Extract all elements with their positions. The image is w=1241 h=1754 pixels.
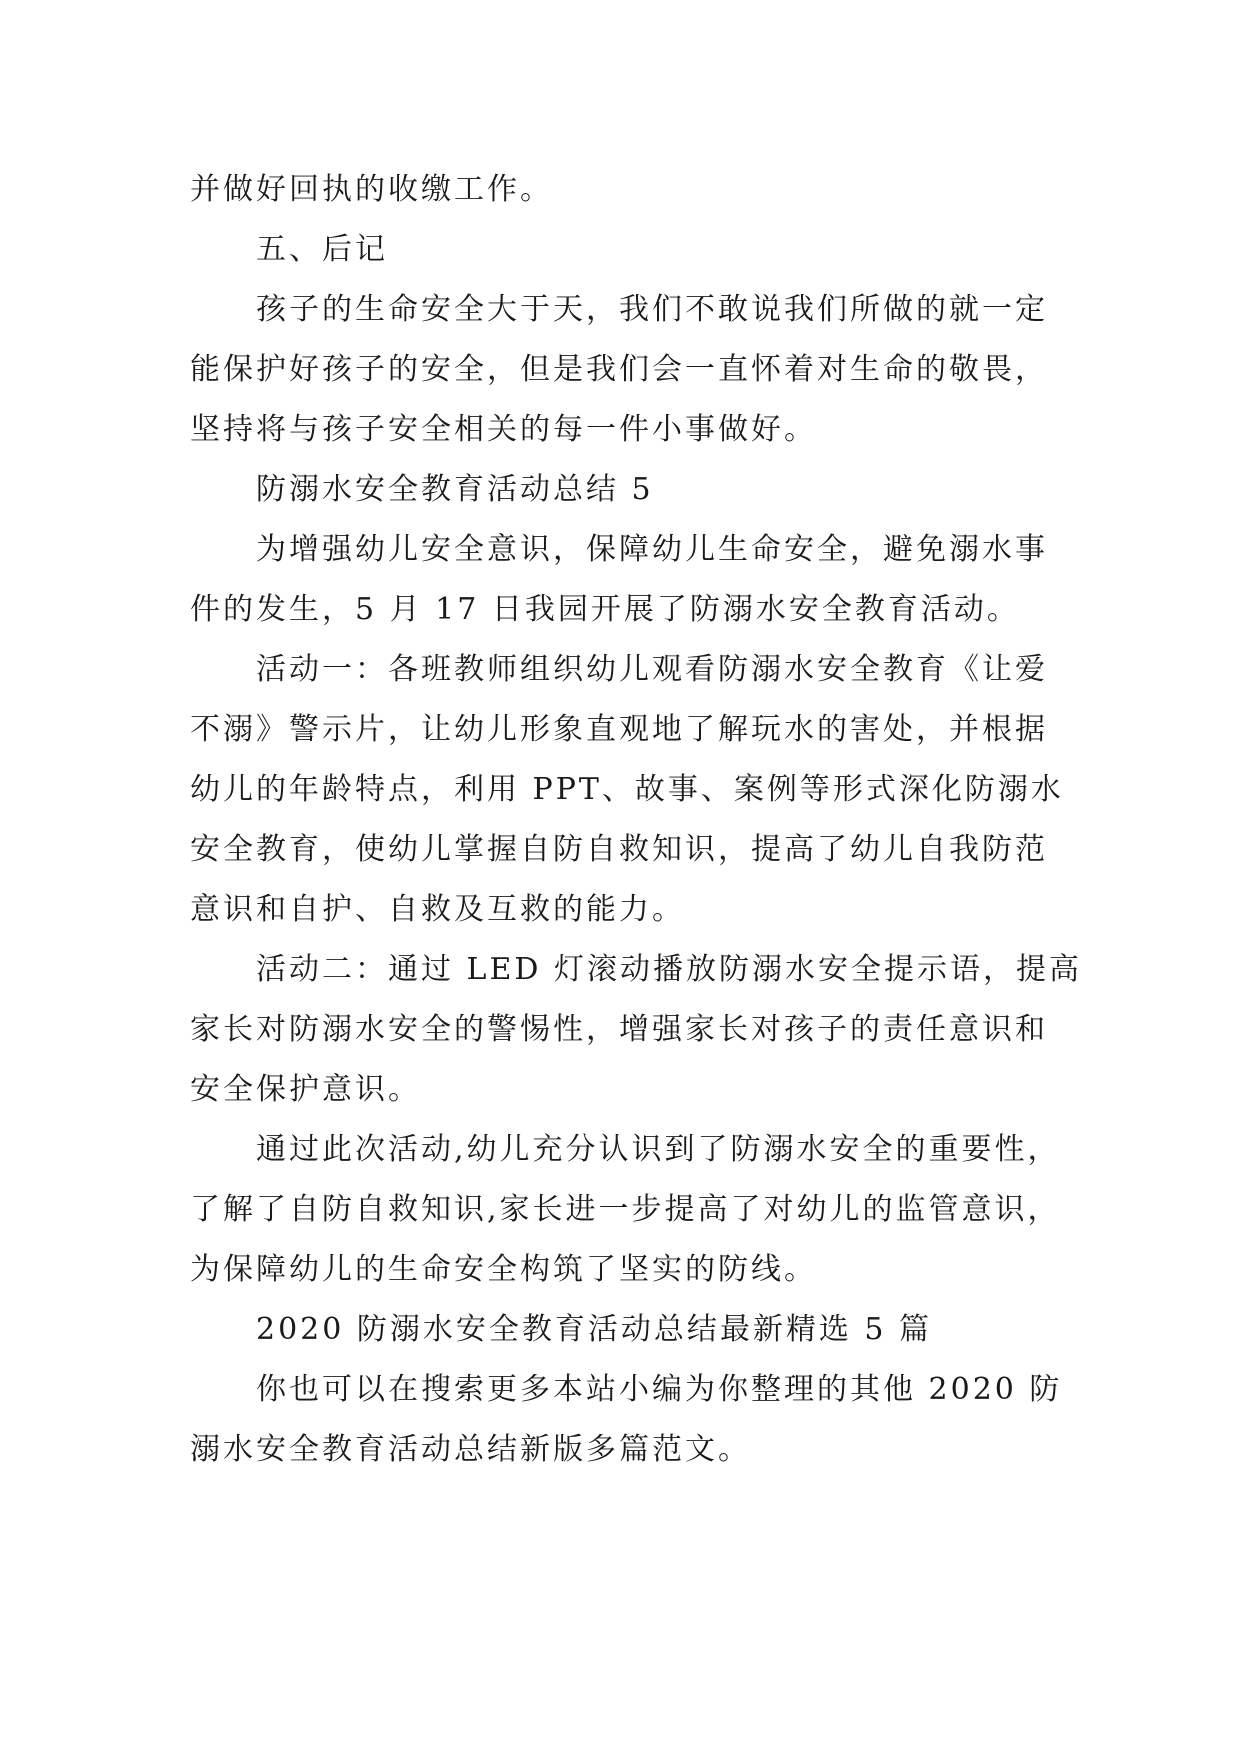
text-line: 活动二：通过 LED 灯滚动播放防溺水安全提示语，提高 [256,952,1082,987]
text-line: 坚持将与孩子安全相关的每一件小事做好。 [190,412,817,447]
document-body [190,160,1082,1480]
text-line: 能保护好孩子的安全，但是我们会一直怀着对生命的敬畏， [190,352,1048,387]
text-line: 幼儿的年龄特点，利用 PPT、故事、案例等形式深化防溺水 [190,772,1064,807]
text-line: 溺水安全教育活动总结新版多篇范文。 [190,1432,751,1467]
text-line: 为保障幼儿的生命安全构筑了坚实的防线。 [190,1252,817,1287]
text-line: 活动一：各班教师组织幼儿观看防溺水安全教育《让爱 [256,652,1048,687]
text-line: 了解了自防自救知识,家长进一步提高了对幼儿的监管意识， [190,1192,1061,1227]
text-line: 五、后记 [256,232,388,267]
text-line: 2020 防溺水安全教育活动总结最新精选 5 篇 [256,1312,933,1347]
text-line: 安全教育，使幼儿掌握自防自救知识，提高了幼儿自我防范 [190,832,1048,867]
text-line: 孩子的生命安全大于天，我们不敢说我们所做的就一定 [256,292,1048,327]
text-line: 安全保护意识。 [190,1072,421,1107]
text-line: 家长对防溺水安全的警惕性，增强家长对孩子的责任意识和 [190,1012,1048,1047]
text-line: 不溺》警示片，让幼儿形象直观地了解玩水的害处，并根据 [190,712,1048,747]
text-line: 并做好回执的收缴工作。 [190,172,553,207]
text-line: 件的发生，5 月 17 日我园开展了防溺水安全教育活动。 [190,592,1020,627]
text-line: 通过此次活动,幼儿充分认识到了防溺水安全的重要性， [256,1132,1061,1167]
text-line: 意识和自护、自救及互救的能力。 [190,892,685,927]
text-line: 你也可以在搜索更多本站小编为你整理的其他 2020 防 [256,1372,1063,1407]
text-line: 防溺水安全教育活动总结 5 [256,472,654,507]
text-line: 为增强幼儿安全意识，保障幼儿生命安全，避免溺水事 [256,532,1048,567]
